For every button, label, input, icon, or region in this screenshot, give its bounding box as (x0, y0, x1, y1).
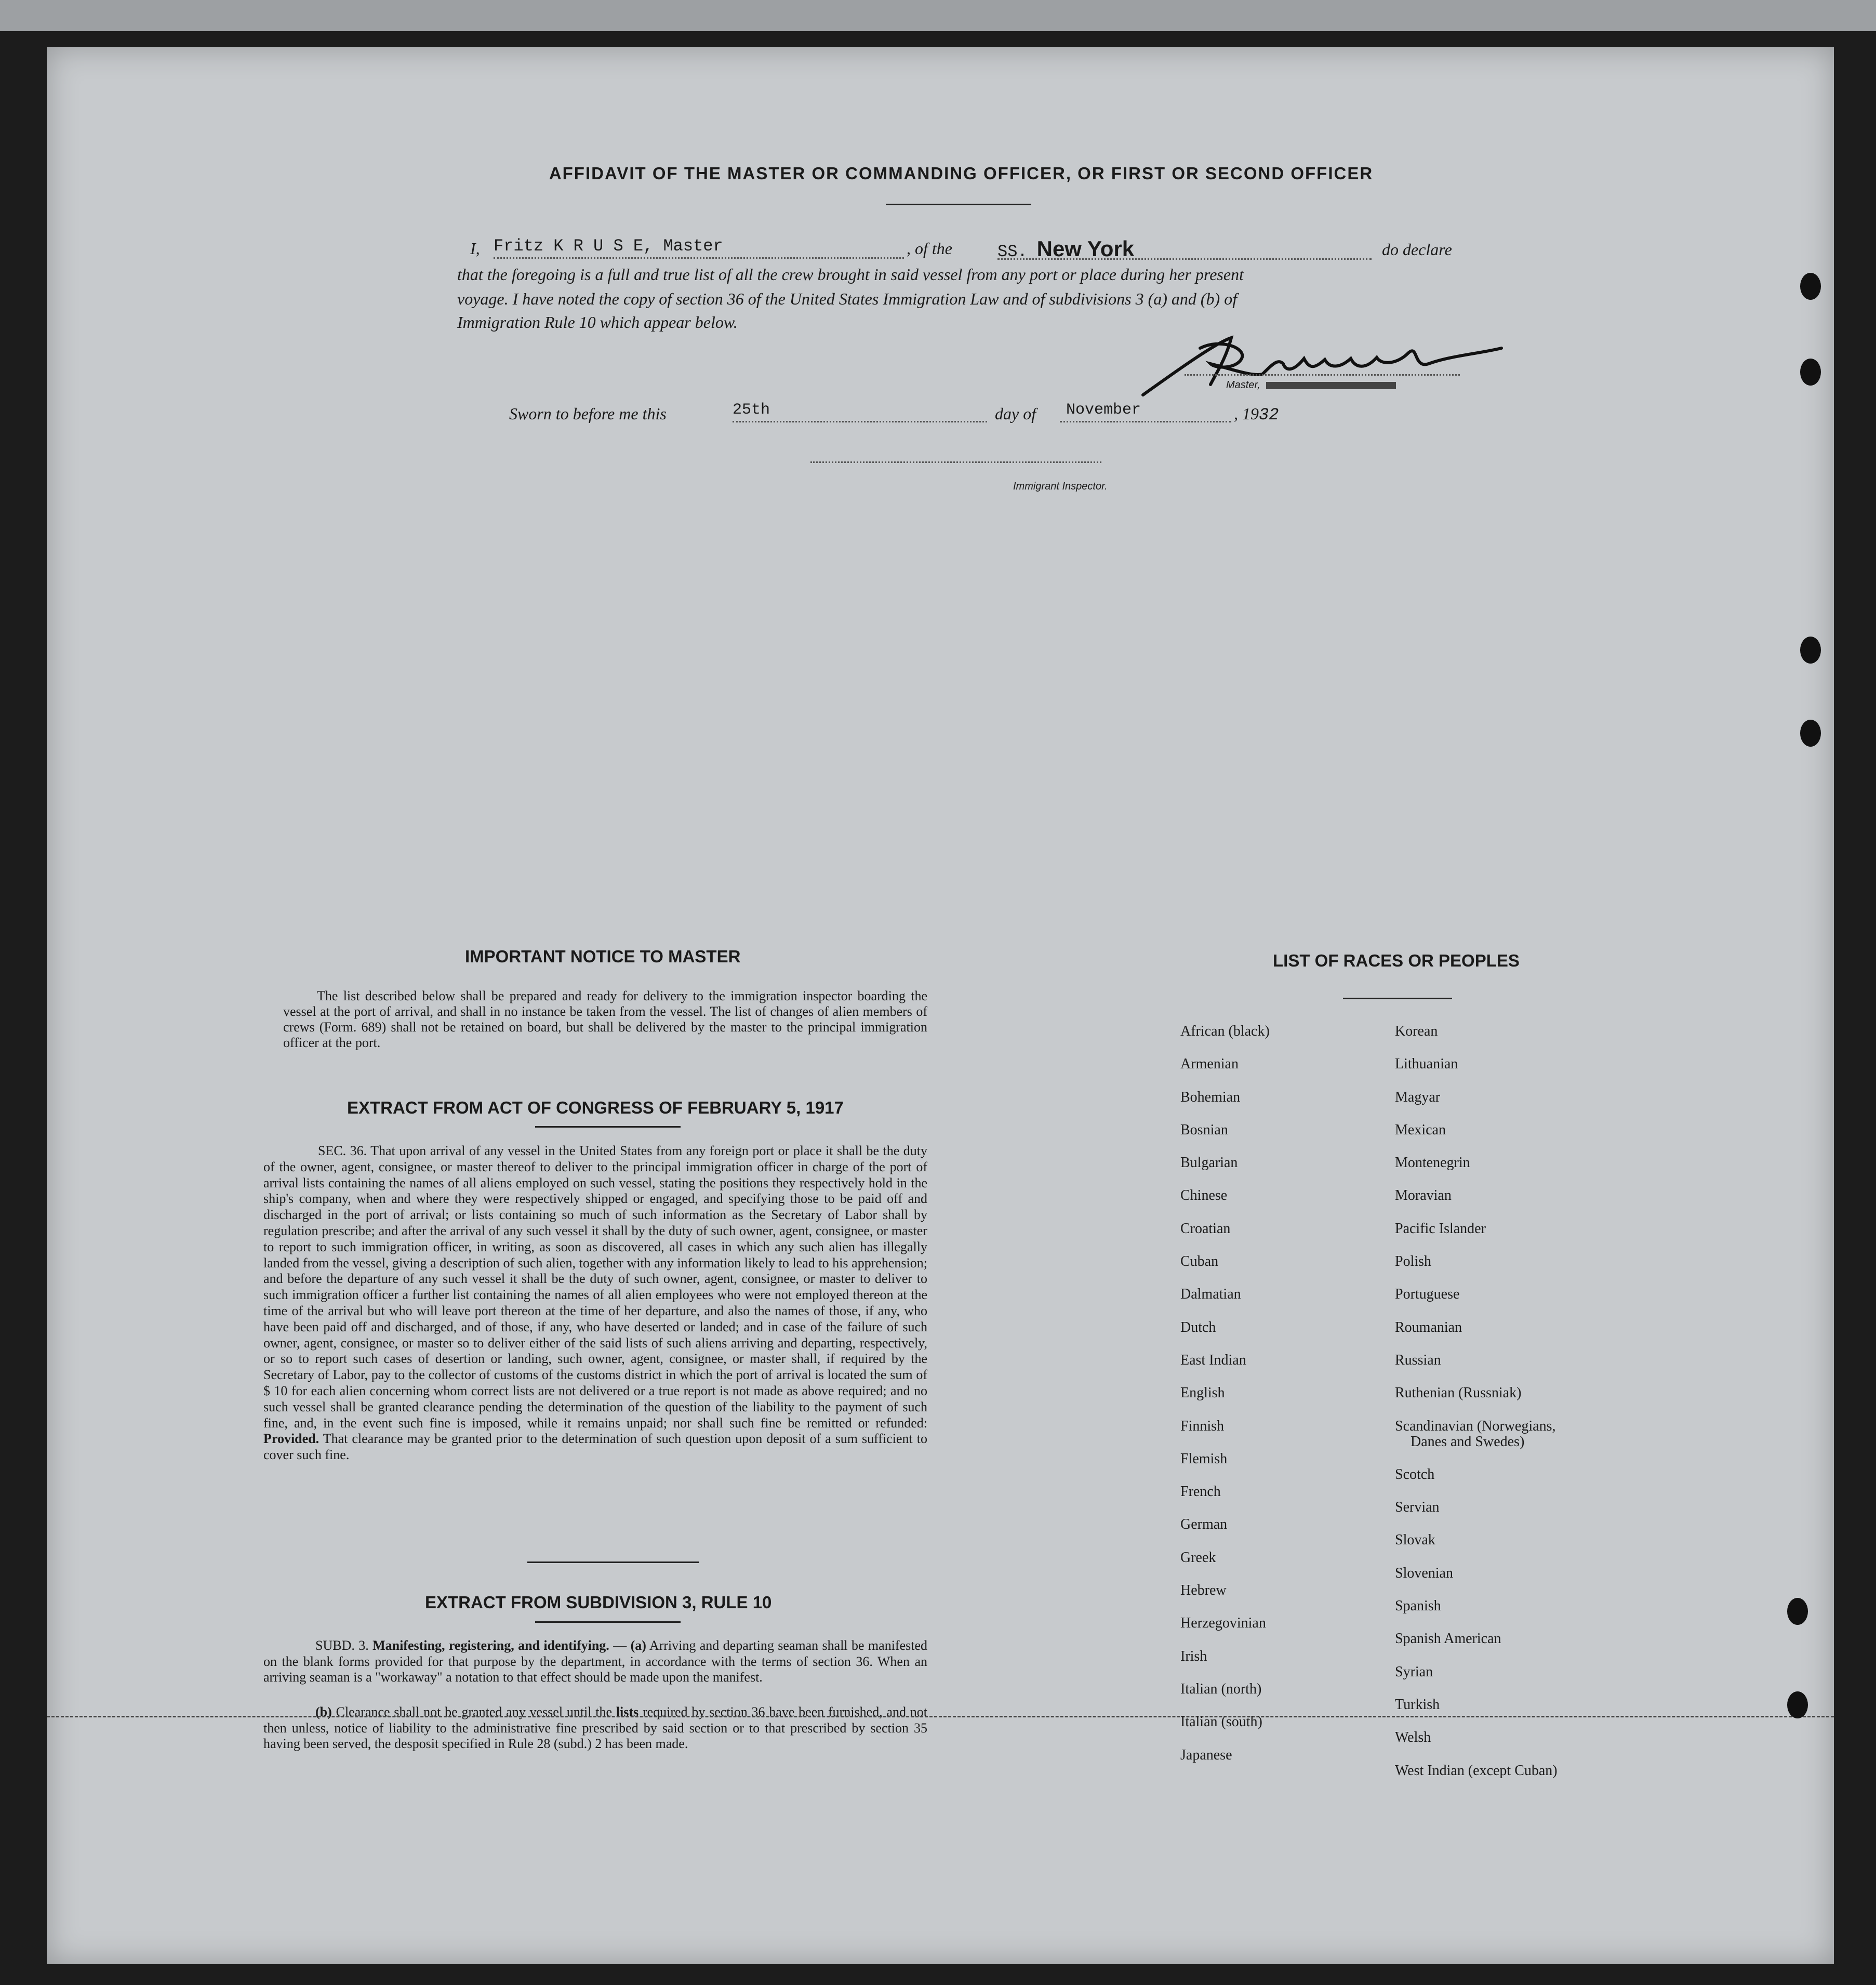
race-item: Hebrew (1180, 1582, 1227, 1599)
subdivision-title: EXTRACT FROM SUBDIVISION 3, RULE 10 (425, 1593, 772, 1612)
race-item: Danes and Swedes) (1411, 1433, 1525, 1450)
race-item: Moravian (1395, 1187, 1452, 1204)
binder-hole (1800, 720, 1821, 747)
race-item: Roumanian (1395, 1319, 1462, 1335)
race-item: Bosnian (1180, 1121, 1228, 1138)
title-underline (886, 204, 1031, 205)
act-body-end: That clearance may be granted prior to the determination of such question upon deposit of a sum sufficient to cover such fine. (263, 1431, 928, 1463)
act-end-rule (527, 1561, 699, 1563)
race-item: Scandinavian (Norwegians, (1395, 1418, 1556, 1434)
race-item: Slovenian (1395, 1565, 1453, 1581)
inspector-label: Immigrant Inspector. (1013, 481, 1108, 492)
races-column-1 (1180, 1024, 1270, 1780)
race-item: Pacific Islander (1395, 1220, 1486, 1237)
affidavit-body-2: voyage. I have noted the copy of section 36 of the United States Immigration Law and of subdivisions 3 (a) and (b) of (457, 289, 1238, 308)
subdivision-b (263, 1704, 927, 1752)
master-name-field (494, 236, 904, 259)
race-item: Polish (1395, 1253, 1432, 1270)
race-item: Bohemian (1180, 1089, 1241, 1105)
subd-a-label: (a) (630, 1638, 646, 1653)
binder-hole (1800, 637, 1821, 664)
race-item: Italian (north) (1180, 1680, 1262, 1697)
inspector-signature-line (810, 456, 1101, 463)
races-title-underline (1343, 998, 1452, 999)
year-prefix: , 19 (1234, 404, 1259, 423)
race-item: English (1180, 1385, 1225, 1401)
race-item: Welsh (1395, 1729, 1431, 1746)
races-title: LIST OF RACES OR PEOPLES (1273, 951, 1520, 970)
subd-b-text-1: Clearance shall not be granted any vessel until the (336, 1704, 613, 1719)
act-title: EXTRACT FROM ACT OF CONGRESS OF FEBRUARY 5, 1917 (347, 1098, 844, 1117)
races-column-2 (1395, 1024, 1558, 1796)
race-item: Slovak (1395, 1532, 1435, 1549)
signature-caption (1226, 379, 1396, 391)
day-of-label: day of (995, 404, 1036, 423)
sworn-month: November (1066, 401, 1141, 419)
race-item: Turkish (1395, 1696, 1440, 1713)
race-item: Dutch (1180, 1319, 1216, 1335)
race-item: Chinese (1180, 1187, 1228, 1204)
subdivision-title-underline (535, 1621, 681, 1623)
notice-title: IMPORTANT NOTICE TO MASTER (465, 947, 741, 966)
race-item: Japanese (1180, 1746, 1232, 1763)
sworn-year (1234, 404, 1279, 425)
race-item: Syrian (1395, 1663, 1433, 1680)
race-item: Cuban (1180, 1253, 1219, 1270)
race-item: Scotch (1395, 1466, 1435, 1483)
race-item: Mexican (1395, 1121, 1446, 1138)
master-name: Fritz K R U S E, Master (494, 236, 723, 256)
race-item: African (black) (1180, 1023, 1270, 1039)
race-item: French (1180, 1484, 1221, 1500)
i-label: I, (470, 239, 480, 258)
race-item: Dalmatian (1180, 1286, 1241, 1303)
affidavit-title: AFFIDAVIT OF THE MASTER OR COMMANDING OFFICER, OR FIRST OR SECOND OFFICER (549, 164, 1374, 183)
act-provided: Provided. (263, 1431, 320, 1447)
of-the-label: , of the (907, 239, 952, 258)
sworn-day-field (733, 401, 987, 422)
race-item: West Indian (except Cuban) (1395, 1762, 1558, 1779)
race-item: Italian (south) (1180, 1714, 1262, 1730)
struck-title (1266, 382, 1396, 389)
race-item: Herzegovinian (1180, 1615, 1266, 1632)
binder-hole (1787, 1598, 1808, 1625)
race-item: Korean (1395, 1023, 1438, 1039)
sworn-label: Sworn to before me this (509, 404, 667, 423)
year-suffix: 32 (1259, 405, 1279, 425)
race-item: Armenian (1180, 1056, 1239, 1073)
race-item: Finnish (1180, 1418, 1225, 1434)
race-item: Servian (1395, 1499, 1440, 1516)
race-item: Ruthenian (Russniak) (1395, 1385, 1522, 1401)
ship-prefix: SS. (997, 242, 1028, 261)
race-item: Spanish (1395, 1598, 1441, 1615)
race-item: Spanish American (1395, 1631, 1501, 1647)
subd-b-lists: lists (616, 1704, 639, 1719)
subd-heading: Manifesting, registering, and identifying. (372, 1638, 609, 1653)
race-item: Russian (1395, 1352, 1441, 1368)
race-item: East Indian (1180, 1352, 1246, 1368)
affidavit-body-1: that the foregoing is a full and true list of all the crew brought in said vessel from any port or place during her present (457, 265, 1244, 284)
race-item: Irish (1180, 1648, 1207, 1664)
race-item: Montenegrin (1395, 1155, 1470, 1171)
race-item: German (1180, 1516, 1228, 1533)
ship-name: New York (1036, 236, 1135, 261)
binder-hole (1800, 273, 1821, 300)
race-item: Flemish (1180, 1450, 1228, 1467)
ship-field (997, 236, 1372, 260)
race-item: Croatian (1180, 1220, 1231, 1237)
binder-hole (1800, 359, 1821, 386)
race-item: Lithuanian (1395, 1056, 1458, 1073)
act-body: SEC. 36. That upon arrival of any vessel in the United States from any foreign port or place it shall be the duty of the owner, agent, consignee, or master thereof to deliver to the principal immigration officer in charge of the port of arrival lists containing the names of all aliens employed on such vessel, stating the positions they respectively hold in the ship's company, when and where they were respectively shipped or engaged, and specifying those to be paid off and discharged in the port of arrival; or lists containing so much of such information as the Secretary of Labor shall by regulation prescribe; and after the arrival of any such vessel it shall by the duty of such owner, agent, consignee, or master to report to such immigration officer, in writing, as soon as discovered, all cases in which any such alien has illegally landed from the vessel, giving a description of such alien, together with any information likely to lead to his apprehension; and before the departure of any such vessel it shall be the duty of such owner, agent, consignee, or master to deliver to such immigration officer a further list containing the names of all alien employees who were not employed thereon at the time of the arrival but who will leave port thereon at the time of her departure, and also the names of those, if any, who have been paid off and discharged, and of those, if any, who have deserted or landed; and in case of the failure of such owner, agent, consignee, or master so to deliver either of the said lists of such aliens arriving and departing, respectively, or so to report such cases of desertion or landing, such owner, agent, consignee, or master shall, if required by the Secretary of Labor, pay to the collector of customs of the customs district in which the port of arrival is located the sum of $ 10 for each alien concerning whom correct lists are not delivered or a true report is not made as above required; and no such vessel shall be granted clearance pending the determination of the question of the liability to the payment of such fine, and, in the event such fine is imposed, while it remains unpaid; nor shall such fine be remitted or refunded: (263, 1143, 927, 1431)
subdivision-a (263, 1638, 927, 1686)
race-item: Portuguese (1395, 1286, 1460, 1303)
subd-b-label: (b) (315, 1704, 332, 1719)
master-caption: Master, (1226, 379, 1260, 391)
scan-top-band (0, 0, 1876, 31)
act-title-underline (535, 1126, 681, 1128)
sworn-month-field (1060, 401, 1231, 422)
race-item: Magyar (1395, 1089, 1441, 1105)
sworn-day: 25th (733, 401, 770, 419)
subd-a-text: Arriving and departing seaman shall be manifested on the blank forms provided for that purpose by the department, in accordance with the terms of section 36. When an arriving seaman is a "workaway" a notation to that effect should be made upon the manifest. (263, 1638, 927, 1685)
signature-line (1185, 364, 1460, 376)
race-item: Greek (1180, 1549, 1216, 1566)
affidavit-body-3: Immigration Rule 10 which appear below. (457, 313, 738, 332)
subd-b-text-2: required by section 36 have been furnished, and not then unless, notice of liability to the administrative fine prescribed by said section or to that prescribed by section 35 having been served, the desposit specified in Rule 28 (subd.) 2 has been made. (263, 1704, 928, 1751)
binder-hole (1787, 1691, 1808, 1718)
race-item: Bulgarian (1180, 1155, 1238, 1171)
perforation-line (47, 1716, 1834, 1717)
declare-label: do declare (1382, 240, 1452, 259)
act-text (263, 1143, 927, 1463)
subd-dash: — (613, 1638, 627, 1653)
notice-text: The list described below shall be prepared and ready for delivery to the immigration inspector boarding the vessel at the port of arrival, and shall in no instance be taken from the vessel. The list of changes of alien members of crews (Form. 689) shall not be retained on board, but shall be delivered by the master to the principal immigration officer at the port. (283, 988, 927, 1050)
subd-prefix: SUBD. 3. (315, 1638, 369, 1653)
